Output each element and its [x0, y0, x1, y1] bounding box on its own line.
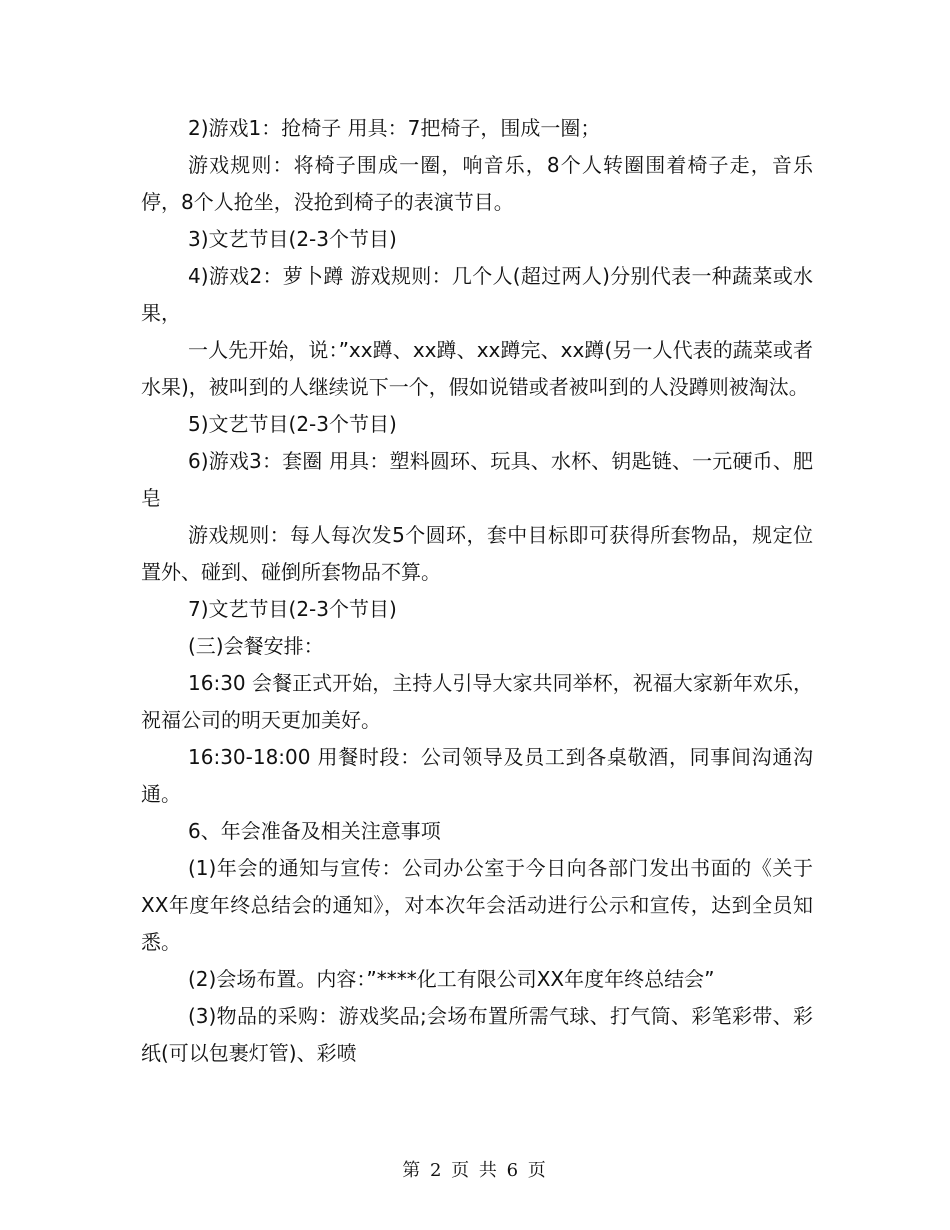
paragraph-game1-rules: 游戏规则：将椅子围成一圈，响音乐，8个人转圈围着椅子走，音乐停，8个人抢坐，没抢到椅子的表演节目。 — [141, 153, 813, 214]
paragraph-game1-title: 2)游戏1：抢椅子 用具：7把椅子，围成一圈； — [188, 116, 601, 140]
section-heading-dinner: (三)会餐安排： — [188, 634, 324, 658]
paragraph-game2-title: 4)游戏2：萝卜蹲 游戏规则：几个人(超过两人)分别代表一种蔬菜或水果， — [141, 264, 813, 325]
paragraph-game3-title: 6)游戏3：套圈 用具：塑料圆环、玩具、水杯、钥匙链、一元硬币、肥皂 — [141, 449, 813, 510]
paragraph-performance-3: 3)文艺节目(2-3个节目) — [188, 227, 397, 251]
paragraph-notice: (1)年会的通知与宣传：公司办公室于今日向各部门发出书面的《关于XX年度年终总结会的通知》，对本次年会活动进行公示和宣传，达到全员知悉。 — [141, 856, 813, 954]
paragraph-dinner-start: 16:30 会餐正式开始，主持人引导大家共同举杯，祝福大家新年欢乐，祝福公司的明天更加美好。 — [141, 671, 813, 732]
section-heading-preparation: 6、年会准备及相关注意事项 — [188, 819, 441, 843]
paragraph-purchase: (3)物品的采购：游戏奖品;会场布置所需气球、打气筒、彩笔彩带、彩纸(可以包裹灯管)、彩喷 — [141, 1004, 813, 1065]
paragraph-game2-rules: 一人先开始，说：”xx蹲、xx蹲、xx蹲完、xx蹲(另一人代表的蔬菜或者水果)，被叫到的人继续说下一个，假如说错或者被叫到的人没蹲则被淘汰。 — [141, 338, 813, 399]
paragraph-venue: (2)会场布置。内容：”****化工有限公司XX年度年终总结会” — [188, 967, 715, 991]
paragraph-game3-rules: 游戏规则：每人每次发5个圆环，套中目标即可获得所套物品，规定位置外、碰到、碰倒所套物品不算。 — [141, 523, 813, 584]
paragraph-performance-5: 5)文艺节目(2-3个节目) — [188, 412, 397, 436]
page-number-footer: 第 2 页 共 6 页 — [402, 1160, 548, 1181]
document-body — [141, 110, 813, 1072]
paragraph-dinner-period: 16:30-18:00 用餐时段：公司领导及员工到各桌敬酒，同事间沟通沟通。 — [141, 745, 813, 806]
paragraph-performance-7: 7)文艺节目(2-3个节目) — [188, 597, 397, 621]
